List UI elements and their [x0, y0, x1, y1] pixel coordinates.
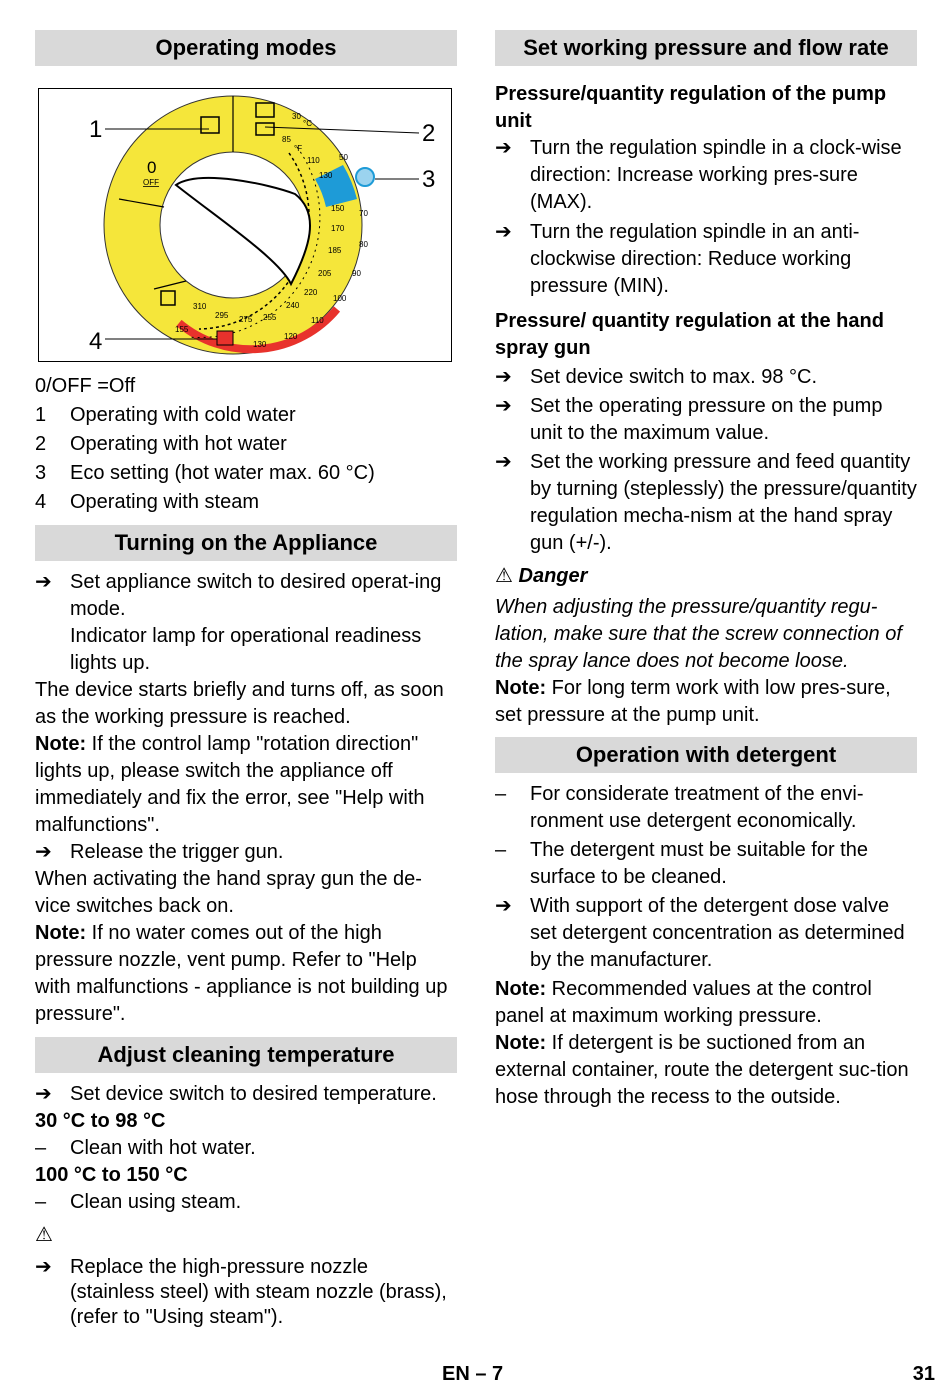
dial-off-label: OFF [143, 178, 159, 187]
tick-label: 120 [284, 332, 298, 341]
tick-label: °F [294, 144, 303, 153]
tick-label: 170 [331, 224, 345, 233]
detergent-heading: Operation with detergent [495, 737, 917, 773]
danger-text: When adjusting the pressure/quantity regu-lation, make sure that the screw connection of the spray lance does not become loose. [495, 596, 902, 672]
tick-label: 310 [193, 302, 207, 311]
legend-item: 3 Eco setting (hot water max. 60 °C) [35, 462, 375, 484]
arrow-icon: ➔ [35, 571, 52, 593]
list-item: – The detergent must be suitable for the surface to be cleaned. [495, 839, 868, 888]
tick-label: 70 [359, 209, 368, 218]
operating-mode-dial-figure [38, 88, 452, 362]
legend-item: 0/OFF =Off [35, 375, 136, 397]
set-pressure-section [495, 81, 917, 729]
subheading: Pressure/ quantity regulation at the hand spray gun [495, 310, 884, 359]
paragraph: The device starts briefly and turns off, as soon as the working pressure is reached. [35, 679, 444, 728]
note-paragraph: Note: If the control lamp "rotation direction" lights up, please switch the appliance off immediately and fix the error, see "Help with malfunctions". [35, 733, 425, 836]
step-item: ➔ Set the working pressure and feed quantity by turning (steplessly) the pressure/quantity regulation mecha-nism at the hand spray gun (+/-). [495, 451, 917, 554]
set-pressure-heading: Set working pressure and flow rate [495, 30, 917, 66]
tick-label: 205 [318, 269, 332, 278]
page-footer-label: EN – 7 [442, 1363, 504, 1385]
list-item: – Clean with hot water. [35, 1137, 256, 1159]
tick-label: 100 [333, 294, 347, 303]
mode-legend [35, 372, 457, 517]
danger-heading: ⚠ Danger [495, 565, 588, 587]
left-column [35, 30, 457, 1330]
steam-icon [217, 331, 233, 345]
list-item: – For considerate treatment of the envi-ronment use detergent economically. [495, 783, 864, 832]
callout-4: 4 [89, 328, 103, 355]
step-item: ➔ Set device switch to desired temperature. [35, 1081, 457, 1108]
tick-label: 110 [311, 316, 324, 325]
adjust-temp-section [35, 1081, 457, 1330]
step-item: ➔ Turn the regulation spindle in an anti-clockwise direction: Reduce working pressure (MIN). [495, 221, 860, 297]
tick-label: 240 [286, 301, 300, 310]
tick-label: 275 [239, 315, 253, 324]
note-paragraph: Note: Recommended values at the control panel at maximum working pressure. [495, 978, 872, 1027]
dial-zero-label: 0 [147, 158, 157, 177]
tick-label: 90 [352, 269, 361, 278]
step-item: ➔ Set the operating pressure on the pump unit to the maximum value. [495, 395, 883, 444]
step-item: ➔ Turn the regulation spindle in a clock-wise direction: Increase working pres-sure (MAX). [495, 137, 902, 213]
legend-item: 2 Operating with hot water [35, 433, 287, 455]
paragraph: When activating the hand spray gun the de-vice switches back on. [35, 868, 422, 917]
arrow-icon: ➔ [495, 137, 512, 159]
eco-icon [356, 168, 374, 186]
warning-icon: ⚠ [495, 565, 513, 587]
arrow-icon: ➔ [35, 841, 52, 863]
step-item: ➔ With support of the detergent dose valve set detergent concentration as determined by the manufacturer. [495, 895, 905, 971]
arrow-icon: ➔ [495, 451, 512, 473]
tick-label: °C [303, 119, 312, 128]
tick-label: 110 [307, 156, 320, 165]
tick-label: 130 [319, 171, 333, 180]
legend-item: 1 Operating with cold water [35, 404, 296, 426]
tick-label: 130 [253, 340, 267, 349]
step-note: Indicator lamp for operational readiness lights up. [70, 625, 422, 674]
note-paragraph: Note: If no water comes out of the high pressure nozzle, vent pump. Refer to "Help with malfunctions - appliance is not building up pressure". [35, 922, 448, 1025]
tick-label: 85 [282, 135, 291, 144]
tick-label: 255 [263, 313, 277, 322]
step-item: ➔ Set appliance switch to desired operat-ing mode. [35, 571, 442, 620]
temp-range-heading: 30 °C to 98 °C [35, 1110, 166, 1132]
tick-label: 155 [175, 325, 189, 334]
tick-label: 150 [331, 204, 345, 213]
adjust-temp-heading: Adjust cleaning temperature [35, 1037, 457, 1073]
arrow-icon: ➔ [35, 1256, 52, 1278]
warning-icon: ⚠ [35, 1224, 53, 1246]
detergent-section [495, 781, 917, 1111]
tick-label: 185 [328, 246, 342, 255]
subheading: Pressure/quantity regulation of the pump unit [495, 83, 887, 132]
tick-label: 80 [359, 240, 368, 249]
note-paragraph: Note: For long term work with low pres-sure, set pressure at the pump unit. [495, 677, 891, 726]
callout-3: 3 [422, 166, 436, 193]
arrow-icon: ➔ [495, 395, 512, 417]
note-paragraph: Note: If detergent is be suctioned from an external container, route the detergent suc-tion hose through the recess to the outside. [495, 1032, 909, 1108]
turning-on-section [35, 569, 457, 1028]
tick-label: 30 [292, 112, 301, 121]
arrow-icon: ➔ [495, 895, 512, 917]
tick-label: 295 [215, 311, 229, 320]
page-number: 31 [912, 1363, 935, 1385]
step-item: ➔ Set device switch to max. 98 °C. [495, 364, 917, 391]
temp-range-heading: 100 °C to 150 °C [35, 1164, 188, 1186]
callout-1: 1 [89, 116, 103, 143]
mode-dial-illustration [39, 89, 451, 361]
arrow-icon: ➔ [495, 221, 512, 243]
arrow-icon: ➔ [495, 366, 512, 388]
tick-label: 50 [339, 153, 348, 162]
tick-label: 220 [304, 288, 318, 297]
turning-on-heading: Turning on the Appliance [35, 525, 457, 561]
step-item: ➔ Release the trigger gun. [35, 839, 457, 866]
right-column [495, 30, 917, 1111]
legend-item: 4 Operating with steam [35, 491, 259, 513]
arrow-icon: ➔ [35, 1083, 52, 1105]
list-item: – Clean using steam. [35, 1191, 242, 1213]
step-item: ➔ Replace the high-pressure nozzle (stainless steel) with steam nozzle (brass), (refer to "Using steam"). [35, 1256, 447, 1328]
callout-2: 2 [422, 120, 436, 147]
operating-modes-heading: Operating modes [35, 30, 457, 66]
